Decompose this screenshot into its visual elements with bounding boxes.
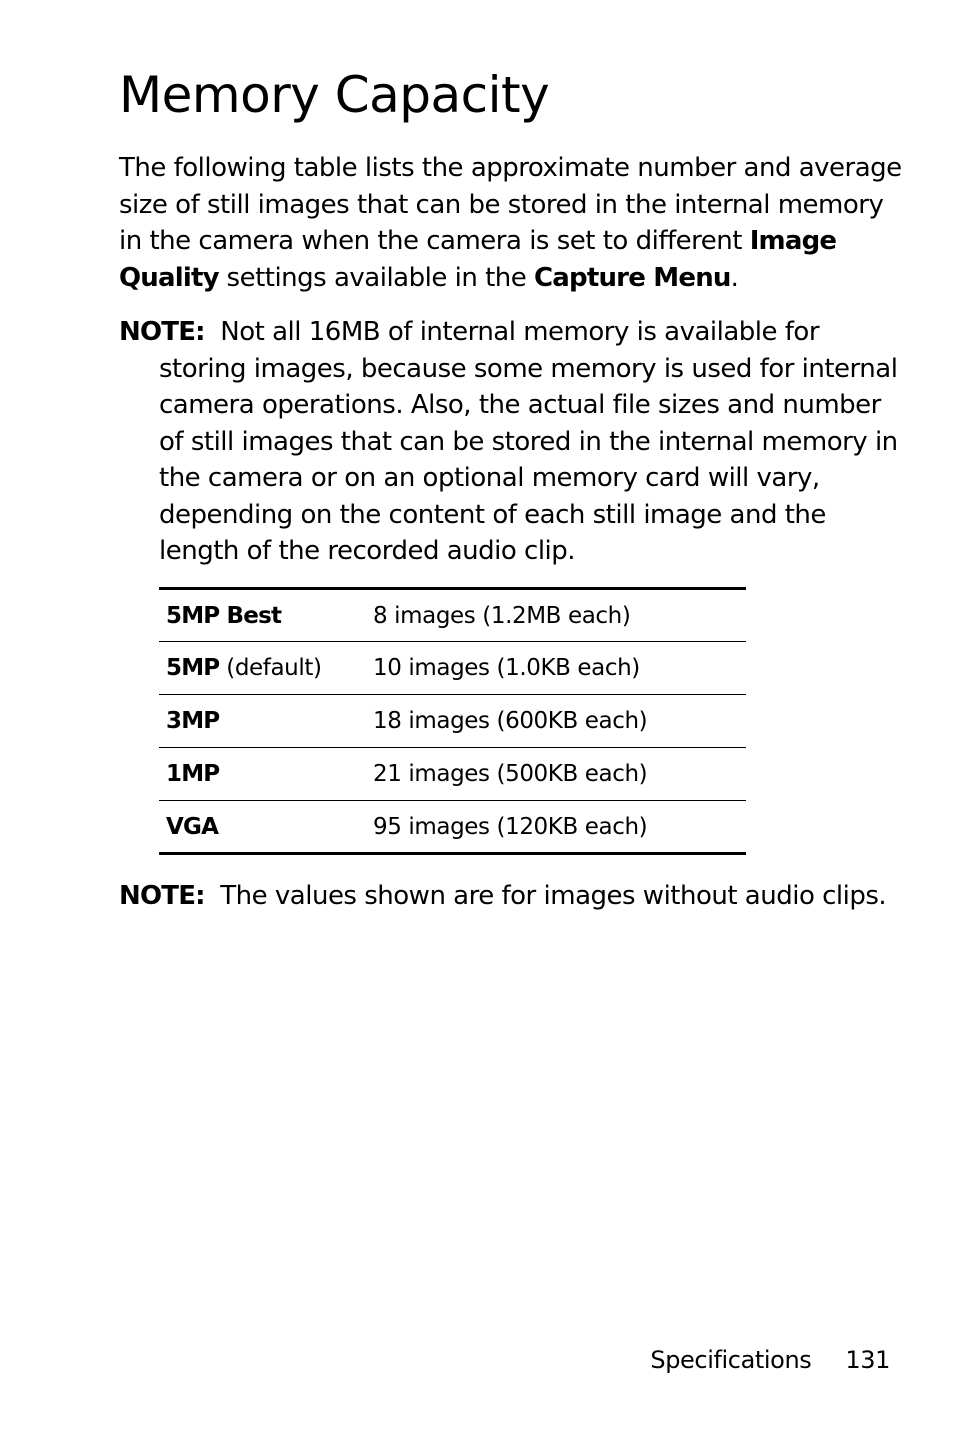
capacity-cell: 95 images (120KB each)	[366, 801, 746, 854]
footer-section: Specifications	[650, 1346, 812, 1374]
image-quality-cell	[159, 642, 366, 695]
page-number: 131	[845, 1346, 890, 1374]
intro-paragraph	[119, 150, 909, 296]
table-row	[159, 695, 746, 748]
note-internal-memory	[119, 314, 909, 570]
quality-setting-name: 3MP	[166, 708, 220, 734]
note-label: NOTE:	[119, 881, 205, 911]
memory-capacity-table	[159, 587, 746, 855]
intro-text: settings available in the	[218, 262, 534, 293]
image-quality-cell	[159, 695, 366, 748]
capacity-cell: 10 images (1.0KB each)	[366, 642, 746, 695]
quality-setting-name: 1MP	[166, 761, 220, 787]
table-row	[159, 589, 746, 642]
page-title: Memory Capacity	[119, 66, 550, 124]
note-label: NOTE:	[119, 317, 205, 347]
intro-text: The following table lists the approximate number and average size of still images that can be stored in the internal memory in the camera when the camera is set to different	[119, 153, 902, 256]
quality-setting-name: VGA	[166, 813, 219, 840]
quality-setting-suffix: (default)	[219, 655, 322, 681]
capacity-cell: 8 images (1.2MB each)	[366, 589, 746, 642]
quality-setting-name: 5MP	[166, 655, 220, 681]
note-text: The values shown are for images without audio clips.	[220, 881, 887, 911]
image-quality-term: Image Quality	[119, 226, 837, 293]
image-quality-cell	[159, 801, 366, 854]
table-row	[159, 748, 746, 801]
table-body	[159, 589, 746, 854]
table-row	[159, 801, 746, 854]
capacity-cell: 21 images (500KB each)	[366, 748, 746, 801]
capacity-cell: 18 images (600KB each)	[366, 695, 746, 748]
note-first-line: Not all 16MB of internal memory is available for	[220, 317, 820, 347]
quality-setting-name: 5MP Best	[166, 602, 282, 629]
image-quality-cell	[159, 748, 366, 801]
image-quality-cell	[159, 589, 366, 642]
page-footer	[650, 1346, 890, 1374]
note-audio-clips	[119, 878, 909, 915]
capture-menu-term: Capture Menu	[534, 262, 731, 293]
table-row	[159, 642, 746, 695]
intro-text: .	[730, 262, 739, 293]
note-continuation: storing images, because some memory is used for internal camera operations. Also, the actual file sizes and number of still images that can be stored in the internal memory in the camera or on an optional memory card will vary, depending on the content of each still image and the length of the recorded audio clip.	[159, 353, 898, 566]
